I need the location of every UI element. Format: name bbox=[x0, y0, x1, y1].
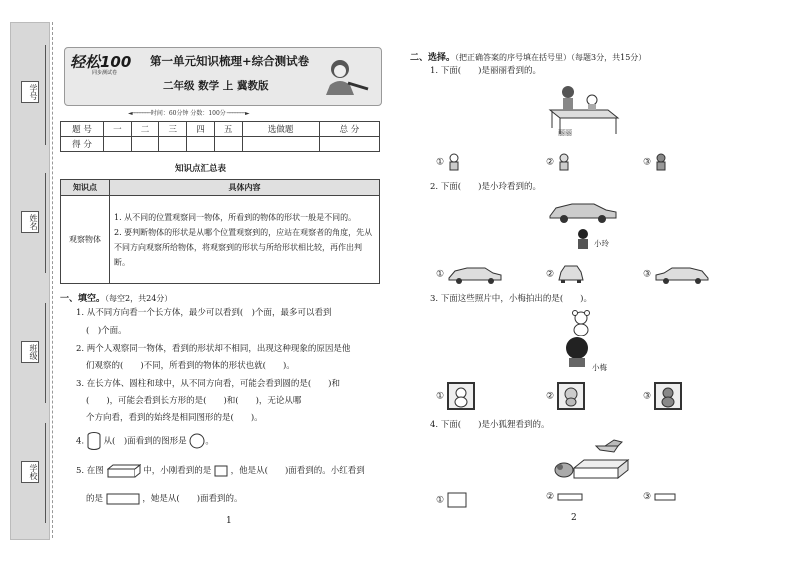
page-number-left: 1 bbox=[226, 516, 232, 526]
toy-back-icon bbox=[654, 153, 668, 171]
question-4: 4. 从( )面看到的图形是 。 bbox=[76, 432, 214, 452]
score-cell[interactable] bbox=[104, 137, 132, 152]
question-2-line-2: 们观察的( )不同，所看到的物体的形状也就( )。 bbox=[86, 361, 295, 371]
rectangle-shape-icon bbox=[106, 493, 140, 505]
student-id-line bbox=[45, 45, 46, 145]
lili-label: 丽丽 bbox=[558, 129, 572, 137]
page-number-right: 2 bbox=[571, 513, 577, 523]
long-rectangle-icon bbox=[557, 493, 583, 501]
q4-option-1: ① bbox=[436, 492, 467, 508]
circle-icon bbox=[189, 433, 205, 449]
exam-title: 第一单元知识梳理+综合测试卷 bbox=[150, 54, 310, 68]
photo-bear-front-icon bbox=[447, 382, 475, 410]
score-cell[interactable] bbox=[319, 137, 379, 152]
logo-subtitle: 同步测试卷 bbox=[92, 70, 118, 76]
brand-logo: 轻松100 同步测试卷 bbox=[70, 51, 138, 75]
knowledge-item: 1. 从不同的位置观察同一物体，所看到的物体的形状一般是不同的。 bbox=[114, 212, 357, 222]
score-header-cell: 三 bbox=[159, 122, 187, 137]
question-3-line-1: 3. 在长方体、圆柱和球中，从不同方向看，可能会看到圆的是( )和 bbox=[76, 379, 340, 389]
toy-front-icon bbox=[447, 153, 461, 171]
cut-line bbox=[52, 22, 53, 538]
kids-illustration-icon bbox=[320, 55, 372, 99]
car-side-right-icon bbox=[654, 264, 710, 284]
cuboid-icon bbox=[107, 464, 141, 478]
q2-option-2: ② bbox=[546, 264, 585, 284]
score-cell[interactable] bbox=[131, 137, 159, 152]
girl-xiaoling-icon bbox=[574, 228, 592, 250]
q3-option-1: ① bbox=[436, 382, 475, 410]
score-header-cell: 总 分 bbox=[319, 122, 379, 137]
question-3-line-3: 个方向看，看到的始终是相同图形的是( )。 bbox=[86, 413, 263, 423]
name-label: 姓名 bbox=[21, 211, 39, 233]
girl-xiaomei-icon bbox=[562, 336, 592, 368]
choice-question-4: 4. 下面( )是小狐狸看到的。 bbox=[430, 420, 550, 430]
score-table bbox=[60, 121, 380, 152]
car-top-icon bbox=[548, 198, 618, 224]
score-cell[interactable] bbox=[187, 137, 215, 152]
school-line bbox=[45, 423, 46, 523]
section2-title: 二、选择。（把正确答案的序号填在括号里）（每题3分，共15分） bbox=[410, 53, 647, 63]
knowledge-item: 2. 要判断物体的形状是从哪个位置观察到的，应站在观察者的角度，先从不同方向观察所给物体，将观察到的形状与所给形状相比较，再作出判断。 bbox=[114, 227, 373, 267]
choice-question-2: 2. 下面( )是小玲看到的。 bbox=[430, 182, 541, 192]
binding-strip bbox=[10, 22, 50, 540]
score-header-cell: 选做题 bbox=[242, 122, 319, 137]
score-cell[interactable] bbox=[214, 137, 242, 152]
score-header-cell: 五 bbox=[214, 122, 242, 137]
score-cell[interactable] bbox=[242, 137, 319, 152]
question-2-line-1: 2. 两个人观察同一物体，看到的形状却不相同，出现这种现象的原因是他 bbox=[76, 344, 351, 354]
question-1-line-2: ( )个面。 bbox=[86, 326, 127, 336]
q4-option-3: ③ bbox=[643, 492, 676, 502]
knowledge-summary-title: 知识点汇总表 bbox=[175, 164, 227, 174]
question-1-line-1: 1. 从不同方向看一个长方体，最少可以看到( )个面，最多可以看到 bbox=[76, 308, 332, 318]
section1-title: 一、填空。（每空2，共24分） bbox=[60, 294, 173, 304]
name-line bbox=[45, 173, 46, 273]
exam-subtitle: 二年级 数学 上 冀教版 bbox=[163, 80, 269, 92]
score-cell[interactable] bbox=[159, 137, 187, 152]
knowledge-content bbox=[110, 196, 380, 284]
fox-and-box-icon bbox=[552, 436, 632, 482]
q1-option-1: ① bbox=[436, 153, 461, 171]
class-line bbox=[45, 303, 46, 403]
score-row-label: 得 分 bbox=[61, 137, 104, 152]
time-score-info: ◄─────── 时间：60分钟 分数：100分 ───────► bbox=[128, 110, 249, 117]
short-rectangle-icon bbox=[654, 493, 676, 501]
knowledge-point: 观察物体 bbox=[61, 196, 110, 284]
question-5-line-1: 5. 在图 中，小刚看到的是 ，他是从( )面看到的。小红看到 bbox=[76, 462, 365, 481]
q2-option-3: ③ bbox=[643, 264, 710, 284]
q3-option-3: ③ bbox=[643, 382, 682, 410]
score-header-cell: 四 bbox=[187, 122, 215, 137]
question-3-line-2: ( )，可能会看到长方形的是( )和( )，无论从哪 bbox=[86, 396, 302, 406]
choice-question-1: 1. 下面( )是丽丽看到的。 bbox=[430, 66, 541, 76]
score-header-cell: 题 号 bbox=[61, 122, 104, 137]
photo-bear-top-icon bbox=[557, 382, 585, 410]
square-shape-icon bbox=[214, 465, 228, 477]
square-view-icon bbox=[447, 492, 467, 508]
car-front-icon bbox=[557, 264, 585, 284]
class-label: 班级 bbox=[21, 341, 39, 363]
q1-option-2: ② bbox=[546, 153, 571, 171]
knowledge-table bbox=[60, 179, 380, 284]
knowledge-point-header: 知识点 bbox=[61, 180, 110, 196]
question-5-line-2: 的是 ，她是从( )面看到的。 bbox=[86, 494, 243, 504]
choice-question-3: 3. 下面这些照片中，小梅拍出的是( )。 bbox=[430, 294, 592, 304]
student-id-label: 学号 bbox=[21, 81, 39, 103]
school-label: 学校 bbox=[21, 461, 39, 483]
q1-option-3: ③ bbox=[643, 153, 668, 171]
teddy-bear-icon bbox=[566, 310, 596, 336]
xiaoling-label: 小玲 bbox=[594, 239, 609, 248]
score-header-cell: 二 bbox=[131, 122, 159, 137]
q3-option-2: ② bbox=[546, 382, 585, 410]
q4-option-2: ② bbox=[546, 492, 583, 502]
toy-side-icon bbox=[557, 153, 571, 171]
photo-bear-back-icon bbox=[654, 382, 682, 410]
score-header-cell: 一 bbox=[104, 122, 132, 137]
knowledge-content-header: 具体内容 bbox=[110, 180, 380, 196]
car-side-left-icon bbox=[447, 264, 503, 284]
cylinder-icon bbox=[87, 432, 101, 450]
q2-option-1: ① bbox=[436, 264, 503, 284]
xiaomei-label: 小梅 bbox=[592, 363, 607, 372]
